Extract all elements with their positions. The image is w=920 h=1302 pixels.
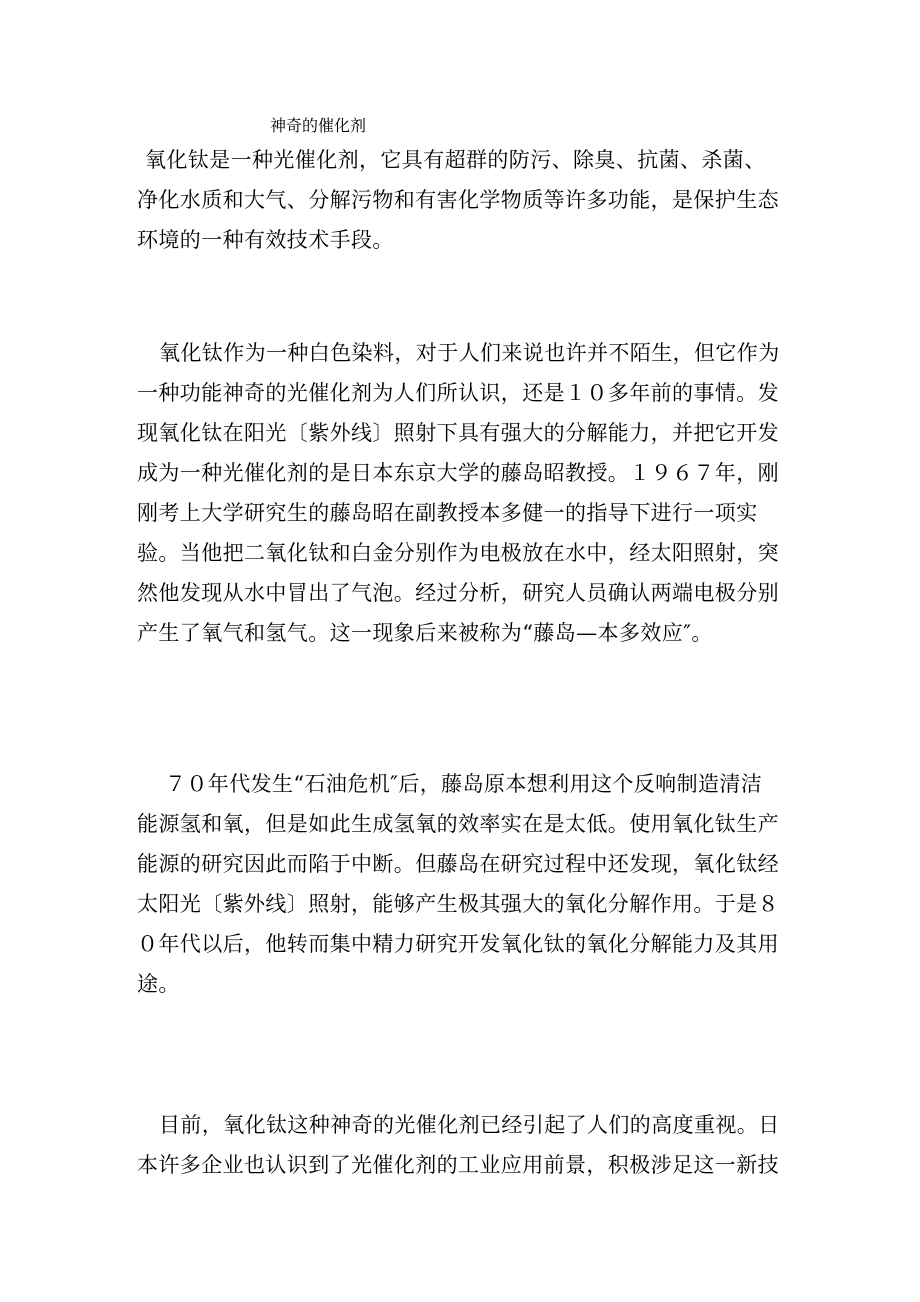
paragraph-1 [137, 140, 787, 260]
paragraph-line: 一种功能神奇的光催化剂为人们所认识，还是１０多年前的事情。发 [137, 381, 779, 405]
document-title: 神奇的催化剂 [270, 116, 367, 135]
paragraph-line: ７０年代发生“石油危机″后，藤岛原本想利用这个反响制造清洁 [165, 772, 763, 796]
paragraph-line: 途。 [137, 972, 180, 996]
paragraph-line: 太阳光〔紫外线〕照射，能够产生极其强大的氧化分解作用。于是８ [137, 892, 779, 916]
paragraph-line: 成为一种光催化剂的是日本东京大学的藤岛昭教授。１９６７年，刚 [137, 461, 779, 485]
paragraph-line: 氧化钛是一种光催化剂，它具有超群的防污、除臭、抗菌、杀菌、 [145, 148, 766, 172]
paragraph-line: 氧化钛作为一种白色染料，对于人们来说也许并不陌生，但它作为 [159, 341, 780, 365]
paragraph-line: 然他发现从水中冒出了气泡。经过分析，研究人员确认两端电极分别 [137, 581, 779, 605]
paragraph-line: ０年代以后，他转而集中精力研究开发氧化钛的氧化分解能力及其用 [137, 932, 779, 956]
paragraph-line: 产生了氧气和氢气。这一现象后来被称为“藤岛—本多效应″。 [137, 621, 713, 645]
paragraph-line: 能源的研究因此而陷于中断。但藤岛在研究过程中还发现，氧化钛经 [137, 852, 779, 876]
paragraph-line: 刚考上大学研究生的藤岛昭在副教授本多健一的指导下进行一项实 [137, 501, 758, 525]
paragraph-4 [137, 1105, 787, 1185]
paragraph-line: 净化水质和大气、分解污物和有害化学物质等许多功能，是保护生态 [137, 188, 779, 212]
paragraph-3 [137, 764, 787, 1004]
paragraph-line: 现氧化钛在阳光〔紫外线〕照射下具有强大的分解能力，并把它开发 [137, 421, 779, 445]
paragraph-line: 本许多企业也认识到了光催化剂的工业应用前景，积极涉足这一新技 [137, 1153, 779, 1177]
paragraph-line: 验。当他把二氧化钛和白金分别作为电极放在水中，经太阳照射，突 [137, 541, 779, 565]
paragraph-2 [137, 333, 787, 653]
paragraph-line: 目前，氧化钛这种神奇的光催化剂已经引起了人们的高度重视。日 [159, 1113, 780, 1137]
paragraph-line: 能源氢和氧，但是如此生成氢氧的效率实在是太低。使用氧化钛生产 [137, 812, 779, 836]
paragraph-line: 环境的一种有效技术手段。 [137, 228, 394, 252]
